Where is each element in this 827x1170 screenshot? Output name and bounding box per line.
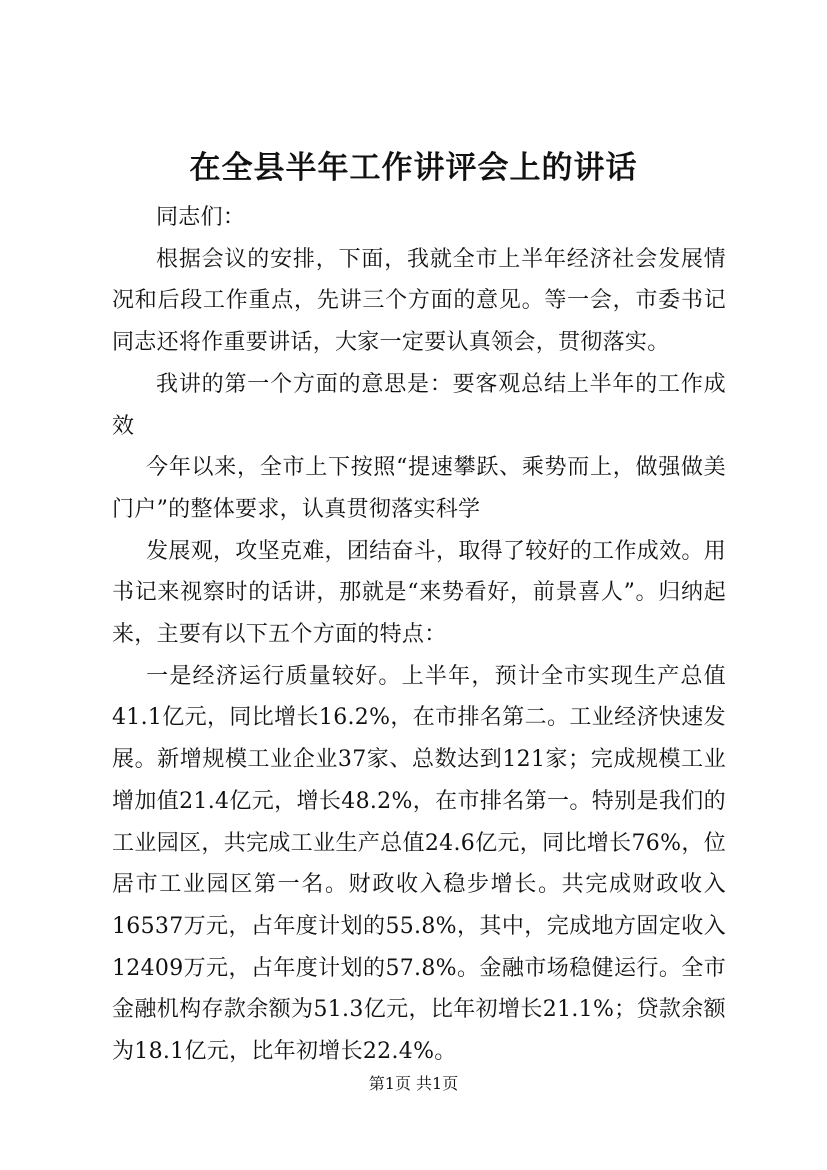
document-title: 在全县半年工作讲评会上的讲话 (189, 150, 638, 186)
paragraph-achievements: 发展观，攻坚克难，团结奋斗，取得了较好的工作成效。用书记来视察时的话讲，那就是“来势看好，前景喜人”。归纳起来，主要有以下五个方面的特点： (112, 538, 726, 648)
page-number-label: 第1页 共1页 (368, 1074, 459, 1093)
page-footer (0, 1073, 827, 1095)
document-body (112, 197, 726, 1073)
paragraph-salutation: 同志们： (156, 205, 246, 230)
paragraph-overview: 今年以来，全市上下按照“提速攀跃、乘势而上，做强做美门户”的整体要求，认真贯彻落实科学 (112, 455, 726, 522)
paragraph-section-heading: 我讲的第一个方面的意思是：要客观总结上半年的工作成效 (112, 371, 726, 439)
paragraph-economy: 一是经济运行质量较好。上半年，预计全市实现生产总值41.1亿元，同比增长16.2%，在市排名第二。工业经济快速发展。新增规模工业企业37家、总数达到121家；完成规模工业增加值21.4亿元，增长48.2%，在市排名第一。特别是我们的工业园区，共完成工业生产总值24.6亿元，同比增长76%，位居市工业园区第一名。财政收入稳步增长。共完成财政收入16537万元，占年度计划的55.8%，其中，完成地方固定收入12409万元，占年度计划的57.8%。金融市场稳健运行。全市金融机构存款余额为51.3亿元，比年初增长21.1%；贷款余额为18.1亿元，比年初增长22.4%。 (112, 663, 726, 1065)
paragraph-intro: 根据会议的安排，下面，我就全市上半年经济社会发展情况和后段工作重点，先讲三个方面的意见。等一会，市委书记同志还将作重要讲话，大家一定要认真领会，贯彻落实。 (112, 246, 726, 356)
